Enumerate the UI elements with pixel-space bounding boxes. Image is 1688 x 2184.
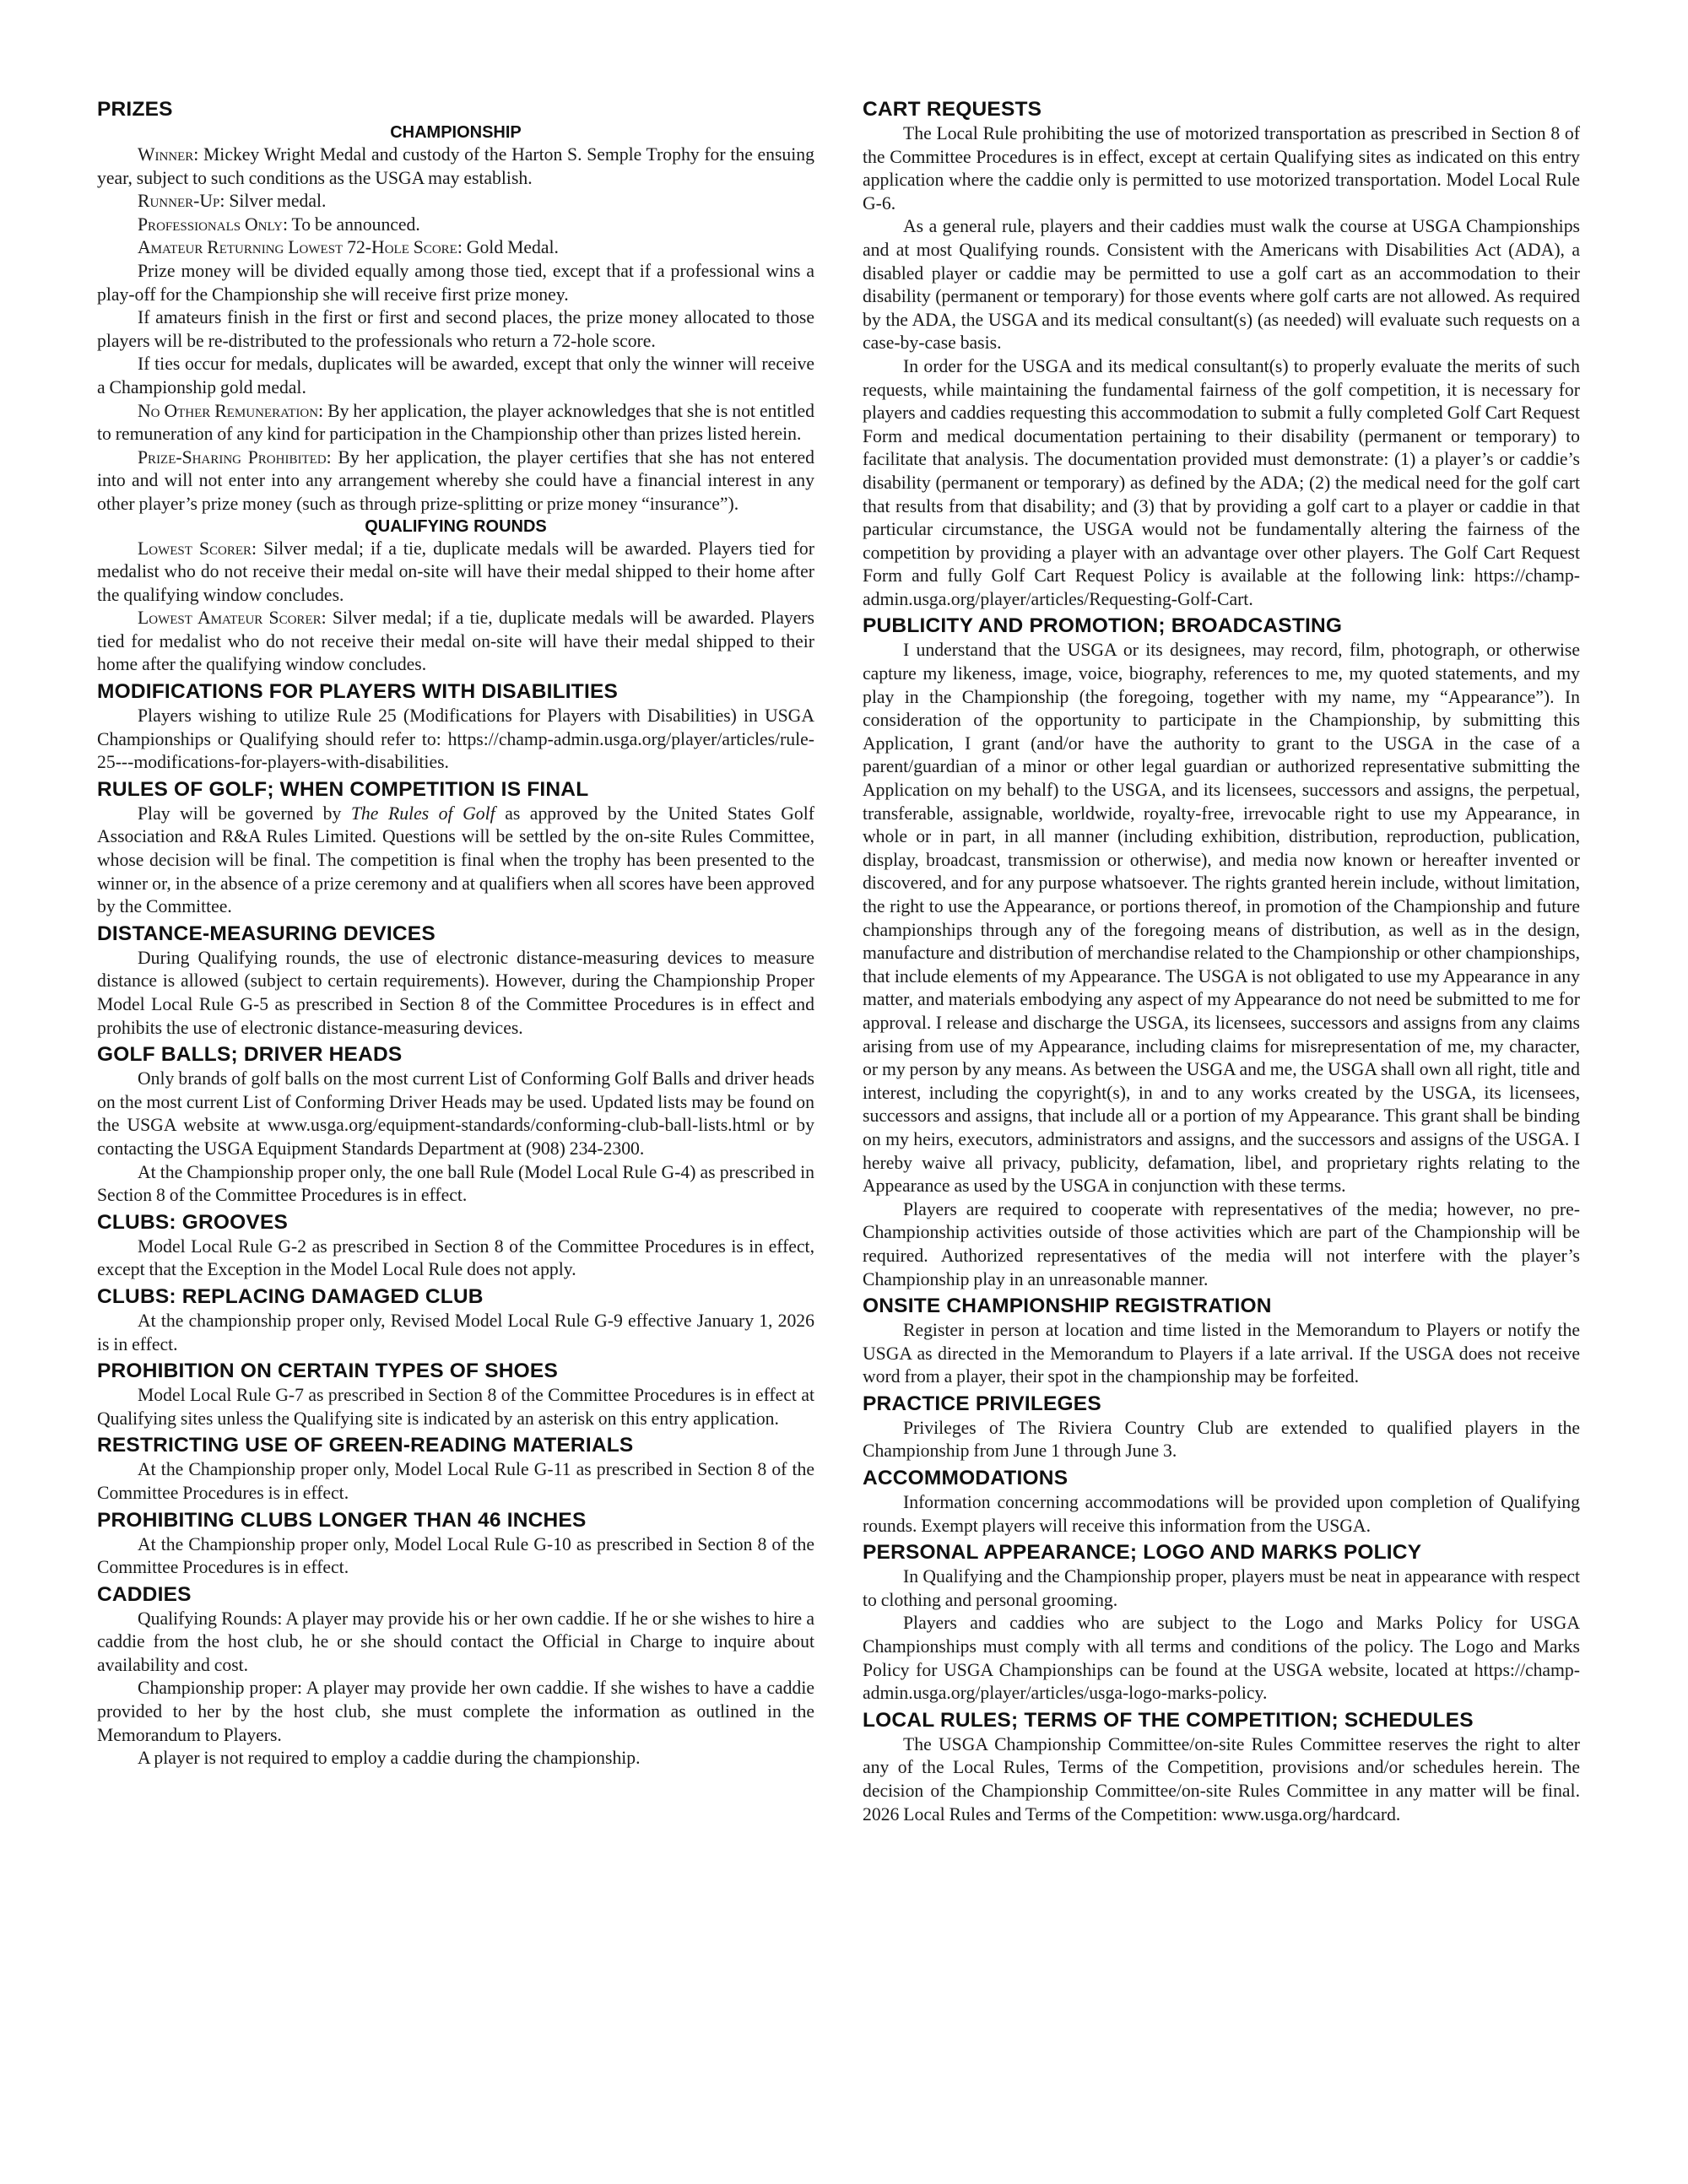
distance-heading: DISTANCE-MEASURING DEVICES (97, 922, 436, 945)
local-rules-paragraph: The USGA Championship Committee/on-site Rules Committee reserves the right to alter any of the Local Rules, Terms of the Competition, provisions and/or schedules herein. The decision of the Championship Committee/on-site Rules Committee in any matter will be final. 2026 Local Rules and Terms of the Competition: www.usga.org/hardcard. (863, 1733, 1580, 1825)
onsite-heading: ONSITE CHAMPIONSHIP REGISTRATION (863, 1295, 1272, 1318)
professionals-paragraph (97, 214, 814, 237)
shoes-heading: PROHIBITION ON CERTAIN TYPES OF SHOES (97, 1360, 558, 1383)
prize-sharing-label: Prize-Sharing Prohibited: (138, 446, 332, 468)
caddies-paragraph-2: Championship proper: A player may provide her own caddie. If she wishes to have a caddie provided to her by the host club, she must complete the information as outlined in the Memorandum to Players. (97, 1678, 814, 1745)
lowest-amateur-label: Lowest Amateur Scorer: (138, 608, 327, 629)
rules-text-b: as approved by the United States Golf Association and R&A Rules Limited. Questions will be settled by the on-site Rules Committee, whose decision will be final. The competition is final when the trophy has been presented to the winner or, in the absence of a prize ceremony and at qualifiers when all scores have been approved by the Committee. (97, 803, 814, 917)
rules-heading: RULES OF GOLF; WHEN COMPETITION IS FINAL (97, 777, 589, 801)
publicity-paragraph-1: I understand that the USGA or its designees, may record, film, photograph, or otherwise capture my likeness, image, voice, biography, references to me, my quoted statements, and my play in the Championship (the foregoing, together with my name, my “Appearance”). In consideration of the opportunity to participate in the Championship, by submitting this Application, I grant (and/or have the authority to grant to the USGA in the case of a parent/guardian of a minor or other legal guardian or authorized representative submitting the Application on my behalf) to the USGA, and its licensees, successors and assigns, the perpetual, transferable, assignable, worldwide, royalty-free, irrevocable right to use my Appearance, in whole or in part, in all manner (including exhibition, distribution, reproduction, publication, display, broadcast, transmission or otherwise), and media now known or hereafter invented or discovered, and for any purpose whatsoever. The rights granted herein include, without limitation, the right to use the Appearance, or portions thereof, in promotion of the Championship and future championships through any of the foregoing means of distribution, as well as in the design, manufacture and distribution of merchandise related to the Championship or other championships, that include elements of my Appearance. The USGA is not obligated to use my Appearance in any matter, and materials embodying any aspect of my Appearance do not need be submitted to me for approval. I release and discharge the USGA, its licensees, successors and assigns from any claims arising from use of my Appearance, including claims for misrepresentation of me, my character, or my person by any means. As between the USGA and me, the USGA shall own all right, title and interest, including the copyright(s), in and to any works created by the USGA, its licensees, successors and assigns, that include all or a portion of my Appearance. This grant shall be binding on my heirs, executors, administrators and assigns, and the successors and assigns of the USGA. I hereby waive all privacy, publicity, defamation, libel, and proprietary rights relating to the Appearance as used by the USGA in conjunction with these terms. (863, 640, 1580, 1197)
lowest-amateur-paragraph (97, 607, 814, 677)
amateur-returning-text: Gold Medal. (462, 237, 559, 258)
cart-paragraph-3: In order for the USGA and its medical consultant(s) to properly evaluate the merits of such requests, while maintaining the fundamental fairness of the golf competition, it is necessary for players and caddies requesting this accommodation to submit a fully completed Golf Cart Request Form and medical documentation pertaining to their disability (permanent or temporary) to facilitate that analysis. The documentation provided must demonstrate: (1) a player’s or caddie’s disability (permanent or temporary) as defined by the ADA; (2) the medical need for the golf cart that results from that disability; and (3) that by providing a golf cart to a player or caddie in that particular circumstance, the USGA would not be fundamentally altering the fairness of the competition by providing a player with an advantage over other players. The Golf Cart Request Form and fully Golf Cart Request Policy is available at the following link: https://champ-admin.usga.org/player/articles/Requesting-Golf-Cart. (863, 355, 1580, 609)
appearance-paragraph-2: Players and caddies who are subject to the Logo and Marks Policy for USGA Championships must comply with all terms and conditions of the policy. The Logo and Marks Policy for USGA Championships can be found at the USGA website, located at https://champ-admin.usga.org/player/articles/usga-logo-marks-policy. (863, 1613, 1580, 1704)
publicity-paragraph-2: Players are required to cooperate with representatives of the media; however, no pre-Championship activities outside of those activities which are part of the Championship will be required. Authorized representatives of the media will not interfere with the player’s Championship play in an unreasonable manner. (863, 1198, 1580, 1289)
right-column (863, 95, 1580, 1826)
disabilities-heading: MODIFICATIONS FOR PLAYERS WITH DISABILITIES (97, 680, 619, 704)
left-column (97, 95, 814, 1770)
golf-balls-paragraph-1: Only brands of golf balls on the most current List of Conforming Golf Balls and driver heads on the most current List of Conforming Driver Heads may be used. Updated lists may be found on the USGA website at www.usga.org/equipment-standards/conforming-club-ball-lists.html or by contacting the USGA Equipment Standards Department at (908) 234-2300. (97, 1068, 814, 1159)
no-other-label: No Other Remuneration: (138, 400, 324, 421)
professionals-label: Professionals Only: (138, 214, 289, 235)
prizes-heading: PRIZES (97, 98, 173, 121)
caddies-paragraph-1: Qualifying Rounds: A player may provide his or her own caddie. If he or she wishes to hire a caddie from the host club, he or she should contact the Official in Charge to inquire about availability and cost. (97, 1608, 814, 1675)
publicity-heading: PUBLICITY AND PROMOTION; BROADCASTING (863, 614, 1343, 638)
grooves-heading: CLUBS: GROOVES (97, 1210, 289, 1234)
professionals-text: To be announced. (288, 214, 420, 235)
appearance-heading: PERSONAL APPEARANCE; LOGO AND MARKS POLICY (863, 1541, 1422, 1565)
clubs-46-paragraph: At the Championship proper only, Model Local Rule G-10 as prescribed in Section 8 of the Committee Procedures is in effect. (97, 1533, 814, 1578)
practice-heading: PRACTICE PRIVILEGES (863, 1392, 1101, 1415)
rules-of-golf-title: The Rules of Golf (350, 803, 495, 824)
winner-text: Mickey Wright Medal and custody of the Harton S. Semple Trophy for the ensuing year, subject to such conditions as the USGA may establish. (97, 144, 814, 188)
runner-up-paragraph (97, 190, 814, 214)
qualifying-subheading: QUALIFYING ROUNDS (365, 516, 547, 536)
prize-sharing-paragraph (97, 446, 814, 516)
amateurs-paragraph: If amateurs finish in the first or first and second places, the prize money allocated to those players will be re-distributed to the professionals who return a 72-hole score. (97, 307, 814, 351)
amateur-returning-paragraph (97, 236, 814, 260)
cart-paragraph-1: The Local Rule prohibiting the use of motorized transportation as prescribed in Section 8 of the Committee Procedures is in effect, except at certain Qualifying sites as indicated on this entry application where the caddie only is permitted to use motorized transportation. Model Local Rule G-6. (863, 123, 1580, 214)
golf-balls-heading: GOLF BALLS; DRIVER HEADS (97, 1043, 403, 1067)
caddies-paragraph-3: A player is not required to employ a caddie during the championship. (138, 1748, 641, 1769)
prize-sharing-text: By her application, the player certifies that she has not entered into and will not enter into any arrangement whereby she could have a financial interest in any other player’s prize money (such as through prize-splitting or prize money “insurance”). (97, 446, 814, 514)
cart-paragraph-2: As a general rule, players and their caddies must walk the course at USGA Championships and at most Qualifying rounds. Consistent with the Americans with Disabilities Act (ADA), a disabled player or caddie may be permitted to use a golf cart as an accommodation to their disability (permanent or temporary) for those events where golf carts are not allowed. As required by the ADA, the USGA and its medical consultant(s) (as needed) will evaluate such requests on a case-by-case basis. (863, 216, 1580, 354)
golf-balls-paragraph-2: At the Championship proper only, the one ball Rule (Model Local Rule G-4) as prescribed in Section 8 of the Committee Procedures is in effect. (97, 1161, 814, 1206)
rules-text-a: Play will be governed by (138, 803, 351, 824)
accommodations-heading: ACCOMMODATIONS (863, 1467, 1069, 1490)
lowest-amateur-text: Silver medal; if a tie, duplicate medals will be awarded. Players tied for medalist who do not receive their medal on-site will have their medal shipped to their home after the qualifying window concludes. (97, 608, 814, 675)
appearance-paragraph-1: In Qualifying and the Championship proper, players must be neat in appearance with respect to clothing and personal grooming. (863, 1566, 1580, 1610)
runner-up-label: Runner-Up: (138, 191, 225, 212)
clubs-46-heading: PROHIBITING CLUBS LONGER THAN 46 INCHES (97, 1508, 587, 1532)
disabilities-paragraph: Players wishing to utilize Rule 25 (Modifications for Players with Disabilities) in USGA Championships or Qualifying should refer to: https://champ-admin.usga.org/player/articles/rule-25---modifications-for-players-with-disabilities. (97, 705, 814, 773)
caddies-heading: CADDIES (97, 1582, 192, 1606)
green-reading-heading: RESTRICTING USE OF GREEN-READING MATERIALS (97, 1434, 634, 1457)
local-rules-heading: LOCAL RULES; TERMS OF THE COMPETITION; SCHEDULES (863, 1708, 1474, 1732)
shoes-paragraph: Model Local Rule G-7 as prescribed in Section 8 of the Committee Procedures is in effect at Qualifying sites unless the Qualifying site is indicated by an asterisk on this entry application. (97, 1385, 814, 1429)
practice-paragraph: Privileges of The Riviera Country Club are extended to qualified players in the Championship from June 1 through June 3. (863, 1417, 1580, 1462)
green-reading-paragraph: At the Championship proper only, Model Local Rule G-11 as prescribed in Section 8 of the Committee Procedures is in effect. (97, 1459, 814, 1503)
no-other-text: By her application, the player acknowledges that she is not entitled to remuneration of any kind for participation in the Championship other than prizes listed herein. (97, 400, 814, 445)
distance-paragraph: During Qualifying rounds, the use of electronic distance-measuring devices to measure distance is allowed (subject to certain requirements). However, during the Championship Proper Model Local Rule G-5 as prescribed in Section 8 of the Committee Procedures is in effect and prohibits the use of electronic distance-measuring devices. (97, 947, 814, 1038)
rules-paragraph (97, 803, 814, 919)
replacing-heading: CLUBS: REPLACING DAMAGED CLUB (97, 1284, 484, 1308)
winner-paragraph (97, 143, 814, 190)
lowest-scorer-paragraph (97, 538, 814, 608)
lowest-scorer-label: Lowest Scorer: (138, 538, 257, 559)
prize-money-paragraph: Prize money will be divided equally among those tied, except that if a professional wins a play-off for the Championship she will receive first prize money. (97, 260, 814, 305)
championship-subheading: CHAMPIONSHIP (390, 123, 522, 142)
no-other-remuneration-paragraph (97, 400, 814, 446)
replacing-paragraph: At the championship proper only, Revised Model Local Rule G-9 effective January 1, 2026 is in effect. (97, 1310, 814, 1354)
grooves-paragraph: Model Local Rule G-2 as prescribed in Section 8 of the Committee Procedures is in effect, except that the Exception in the Model Local Rule does not apply. (97, 1235, 814, 1280)
accommodations-paragraph: Information concerning accommodations will be provided upon completion of Qualifying rounds. Exempt players will receive this information from the USGA. (863, 1492, 1580, 1536)
onsite-paragraph: Register in person at location and time listed in the Memorandum to Players or notify the USGA as directed in the Memorandum to Players if a late arrival. If the USGA does not receive word from a player, their spot in the championship may be forfeited. (863, 1320, 1580, 1387)
ties-paragraph: If ties occur for medals, duplicates will be awarded, except that only the winner will receive a Championship gold medal. (97, 354, 814, 397)
cart-heading: CART REQUESTS (863, 98, 1042, 121)
amateur-returning-label: Amateur Returning Lowest 72-Hole Score: (138, 237, 463, 258)
winner-label: Winner: (138, 144, 199, 165)
lowest-scorer-text: Silver medal; if a tie, duplicate medals will be awarded. Players tied for medalist who do not receive their medal on-site will have their medal shipped to their home after the qualifying window concludes. (97, 538, 814, 605)
runner-up-text: Silver medal. (225, 191, 327, 212)
